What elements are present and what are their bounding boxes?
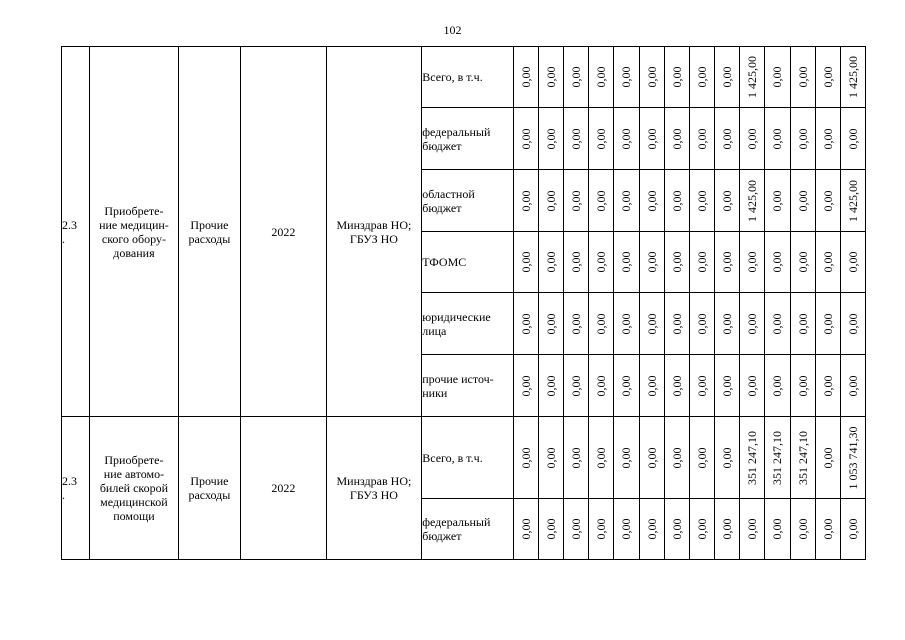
- item-name: Приобрете- ние медицин- ского обору- дования: [90, 47, 179, 417]
- value-text: 1 425,00: [745, 56, 760, 98]
- value-text: 0,00: [694, 251, 709, 273]
- value-text: 0,00: [619, 447, 634, 468]
- value-cell: [614, 232, 639, 293]
- value-cell: [840, 108, 865, 170]
- value-text: 0,00: [770, 66, 785, 88]
- value-cell: [513, 499, 538, 560]
- value-text: 0,00: [820, 66, 835, 88]
- value-cell: [765, 170, 790, 232]
- value-cell: [664, 293, 689, 355]
- value-cell: [790, 499, 815, 560]
- value-cell: [589, 108, 614, 170]
- value-text: 0,00: [569, 66, 584, 88]
- value-cell: [538, 499, 563, 560]
- value-cell: [664, 499, 689, 560]
- value-cell: [740, 47, 765, 108]
- value-cell: [689, 47, 714, 108]
- value-cell: [538, 293, 563, 355]
- value-cell: [564, 293, 589, 355]
- value-cell: [614, 170, 639, 232]
- value-cell: [740, 232, 765, 293]
- value-cell: [589, 47, 614, 108]
- funding-source: Всего, в т.ч.: [422, 47, 514, 108]
- value-cell: [664, 108, 689, 170]
- value-text: 0,00: [594, 518, 609, 540]
- value-text: 0,00: [795, 66, 810, 88]
- value-text: 0,00: [845, 518, 860, 540]
- value-cell: [564, 47, 589, 108]
- value-text: 0,00: [694, 447, 709, 468]
- value-cell: [765, 499, 790, 560]
- value-text: 0,00: [694, 313, 709, 334]
- value-cell: [790, 293, 815, 355]
- value-text: 0,00: [795, 128, 810, 149]
- value-cell: [513, 417, 538, 499]
- table-row: [62, 47, 866, 108]
- value-text: 0,00: [569, 190, 584, 211]
- value-text: 0,00: [720, 313, 735, 334]
- value-text: 0,00: [569, 518, 584, 540]
- item-year: 2022: [241, 47, 327, 417]
- value-text: 0,00: [795, 251, 810, 273]
- value-text: 0,00: [594, 375, 609, 396]
- value-text: 0,00: [518, 66, 533, 88]
- value-text: 0,00: [594, 447, 609, 468]
- value-cell: [564, 355, 589, 417]
- value-text: 0,00: [694, 518, 709, 540]
- value-cell: [715, 499, 740, 560]
- value-text: 0,00: [820, 190, 835, 211]
- value-text: 0,00: [770, 190, 785, 211]
- value-text: 0,00: [544, 66, 559, 88]
- funding-source: областной бюджет: [422, 170, 514, 232]
- value-text: 0,00: [770, 313, 785, 334]
- value-cell: [639, 232, 664, 293]
- value-cell: [840, 47, 865, 108]
- value-text: 0,00: [720, 128, 735, 149]
- value-cell: [614, 47, 639, 108]
- value-cell: [689, 499, 714, 560]
- value-text: 0,00: [669, 190, 684, 211]
- value-cell: [639, 355, 664, 417]
- expense-type: Прочие расходы: [178, 47, 240, 417]
- value-text: 0,00: [720, 251, 735, 273]
- value-text: 0,00: [745, 128, 760, 149]
- value-cell: [564, 417, 589, 499]
- item-number: 2.3 .: [62, 47, 90, 417]
- value-text: 0,00: [669, 518, 684, 540]
- value-text: 0,00: [720, 375, 735, 396]
- value-text: 0,00: [619, 518, 634, 540]
- value-text: 0,00: [720, 66, 735, 88]
- value-cell: [815, 417, 840, 499]
- value-text: 0,00: [720, 518, 735, 540]
- value-cell: [840, 355, 865, 417]
- value-cell: [815, 47, 840, 108]
- value-cell: [815, 232, 840, 293]
- value-cell: [740, 293, 765, 355]
- value-text: 0,00: [644, 128, 659, 149]
- value-cell: [589, 170, 614, 232]
- item-name: Приобрете- ние автомо- билей скорой медицинской помощи: [90, 417, 179, 560]
- value-cell: [614, 355, 639, 417]
- value-cell: [765, 293, 790, 355]
- value-cell: [815, 355, 840, 417]
- value-text: 0,00: [795, 313, 810, 334]
- value-text: 351 247,10: [745, 430, 760, 485]
- value-cell: [689, 293, 714, 355]
- value-text: 0,00: [669, 251, 684, 273]
- value-cell: [765, 232, 790, 293]
- value-text: 0,00: [569, 375, 584, 396]
- value-cell: [689, 417, 714, 499]
- value-cell: [815, 108, 840, 170]
- value-cell: [589, 417, 614, 499]
- item-executor: Минздрав НО; ГБУЗ НО: [326, 417, 422, 560]
- value-cell: [689, 108, 714, 170]
- value-cell: [538, 232, 563, 293]
- value-cell: [689, 355, 714, 417]
- value-cell: [589, 232, 614, 293]
- value-text: 0,00: [518, 313, 533, 334]
- value-cell: [790, 232, 815, 293]
- value-text: 0,00: [518, 251, 533, 273]
- value-text: 1 425,00: [845, 56, 860, 98]
- value-cell: [513, 108, 538, 170]
- value-cell: [639, 108, 664, 170]
- value-text: 0,00: [594, 66, 609, 88]
- value-text: 0,00: [619, 190, 634, 211]
- value-cell: [538, 355, 563, 417]
- value-text: 351 247,10: [770, 430, 785, 485]
- value-text: 0,00: [669, 66, 684, 88]
- value-text: 0,00: [518, 375, 533, 396]
- value-text: 0,00: [745, 518, 760, 540]
- value-text: 0,00: [544, 190, 559, 211]
- value-text: 0,00: [669, 313, 684, 334]
- value-text: 0,00: [795, 190, 810, 211]
- funding-source: Всего, в т.ч.: [422, 417, 514, 499]
- value-cell: [564, 108, 589, 170]
- value-cell: [639, 170, 664, 232]
- value-cell: [790, 355, 815, 417]
- value-text: 0,00: [669, 375, 684, 396]
- value-text: 0,00: [644, 313, 659, 334]
- value-text: 0,00: [644, 447, 659, 468]
- value-cell: [765, 417, 790, 499]
- value-text: 0,00: [745, 313, 760, 334]
- value-text: 0,00: [820, 518, 835, 540]
- value-text: 0,00: [795, 518, 810, 540]
- value-cell: [564, 499, 589, 560]
- value-cell: [790, 108, 815, 170]
- value-text: 1 425,00: [745, 179, 760, 222]
- value-cell: [538, 47, 563, 108]
- value-cell: [614, 417, 639, 499]
- budget-table: [61, 46, 866, 560]
- value-text: 0,00: [745, 375, 760, 396]
- value-text: 0,00: [820, 375, 835, 396]
- value-cell: [815, 499, 840, 560]
- value-cell: [664, 170, 689, 232]
- value-text: 0,00: [518, 128, 533, 149]
- value-cell: [740, 417, 765, 499]
- value-cell: [538, 108, 563, 170]
- table-row: [62, 417, 866, 499]
- value-text: 0,00: [770, 128, 785, 149]
- value-cell: [840, 232, 865, 293]
- value-cell: [840, 417, 865, 499]
- value-text: 0,00: [569, 128, 584, 149]
- value-text: 0,00: [770, 251, 785, 273]
- value-text: 0,00: [669, 128, 684, 149]
- value-cell: [715, 355, 740, 417]
- value-text: 0,00: [619, 128, 634, 149]
- value-cell: [564, 232, 589, 293]
- value-cell: [664, 47, 689, 108]
- value-text: 0,00: [845, 251, 860, 273]
- value-cell: [765, 47, 790, 108]
- value-text: 0,00: [619, 313, 634, 334]
- value-text: 0,00: [594, 251, 609, 273]
- value-cell: [715, 293, 740, 355]
- value-text: 0,00: [745, 251, 760, 273]
- value-text: 0,00: [720, 447, 735, 468]
- value-cell: [689, 170, 714, 232]
- value-text: 0,00: [569, 447, 584, 468]
- value-text: 0,00: [845, 313, 860, 334]
- value-text: 0,00: [669, 447, 684, 468]
- value-cell: [513, 47, 538, 108]
- value-cell: [765, 108, 790, 170]
- value-cell: [513, 170, 538, 232]
- value-cell: [614, 108, 639, 170]
- value-cell: [740, 108, 765, 170]
- value-text: 0,00: [619, 66, 634, 88]
- value-text: 0,00: [845, 128, 860, 149]
- value-cell: [664, 232, 689, 293]
- value-text: 0,00: [518, 190, 533, 211]
- value-text: 0,00: [644, 375, 659, 396]
- value-text: 0,00: [694, 66, 709, 88]
- value-cell: [715, 47, 740, 108]
- value-cell: [664, 417, 689, 499]
- value-text: 0,00: [694, 375, 709, 396]
- value-cell: [564, 170, 589, 232]
- expense-type: Прочие расходы: [178, 417, 240, 560]
- value-text: 0,00: [594, 313, 609, 334]
- value-text: 351 247,10: [795, 430, 810, 485]
- value-text: 0,00: [594, 128, 609, 149]
- value-cell: [614, 293, 639, 355]
- value-text: 0,00: [795, 375, 810, 396]
- value-cell: [740, 170, 765, 232]
- value-cell: [840, 170, 865, 232]
- value-cell: [664, 355, 689, 417]
- value-text: 0,00: [845, 375, 860, 396]
- value-text: 0,00: [619, 251, 634, 273]
- value-cell: [815, 170, 840, 232]
- value-text: 0,00: [544, 375, 559, 396]
- value-text: 0,00: [518, 447, 533, 468]
- value-text: 0,00: [544, 128, 559, 149]
- value-text: 0,00: [594, 190, 609, 211]
- value-text: 0,00: [544, 313, 559, 334]
- value-cell: [790, 47, 815, 108]
- funding-source: федеральный бюджет: [422, 499, 514, 560]
- item-year: 2022: [241, 417, 327, 560]
- value-cell: [765, 355, 790, 417]
- value-cell: [715, 108, 740, 170]
- item-executor: Минздрав НО; ГБУЗ НО: [326, 47, 422, 417]
- value-text: 0,00: [644, 66, 659, 88]
- value-cell: [790, 170, 815, 232]
- item-number: 2.3 .: [62, 417, 90, 560]
- value-cell: [589, 499, 614, 560]
- value-text: 0,00: [820, 128, 835, 149]
- value-text: 0,00: [544, 518, 559, 540]
- value-cell: [689, 232, 714, 293]
- value-cell: [740, 499, 765, 560]
- value-text: 0,00: [694, 190, 709, 211]
- funding-source: ТФОМС: [422, 232, 514, 293]
- value-cell: [840, 499, 865, 560]
- value-text: 0,00: [569, 313, 584, 334]
- value-text: 0,00: [820, 447, 835, 468]
- value-text: 0,00: [644, 251, 659, 273]
- value-cell: [715, 232, 740, 293]
- value-text: 0,00: [644, 518, 659, 540]
- funding-source: прочие источ- ники: [422, 355, 514, 417]
- value-text: 1 053 741,30: [845, 426, 860, 489]
- value-text: 1 425,00: [845, 179, 860, 222]
- value-text: 0,00: [518, 518, 533, 540]
- value-cell: [589, 355, 614, 417]
- value-cell: [538, 170, 563, 232]
- value-text: 0,00: [770, 375, 785, 396]
- value-cell: [513, 355, 538, 417]
- value-text: 0,00: [569, 251, 584, 273]
- value-cell: [715, 417, 740, 499]
- value-text: 0,00: [820, 313, 835, 334]
- value-cell: [589, 293, 614, 355]
- value-cell: [815, 293, 840, 355]
- value-cell: [790, 417, 815, 499]
- value-cell: [639, 499, 664, 560]
- value-cell: [639, 417, 664, 499]
- value-text: 0,00: [644, 190, 659, 211]
- value-text: 0,00: [770, 518, 785, 540]
- value-cell: [740, 355, 765, 417]
- value-cell: [614, 499, 639, 560]
- value-text: 0,00: [720, 190, 735, 211]
- page-number: 102: [443, 23, 462, 37]
- funding-source: юридические лица: [422, 293, 514, 355]
- value-text: 0,00: [820, 251, 835, 273]
- value-cell: [639, 293, 664, 355]
- value-cell: [715, 170, 740, 232]
- value-cell: [538, 417, 563, 499]
- value-text: 0,00: [694, 128, 709, 149]
- value-cell: [513, 293, 538, 355]
- value-text: 0,00: [619, 375, 634, 396]
- value-text: 0,00: [544, 447, 559, 468]
- value-cell: [840, 293, 865, 355]
- value-cell: [639, 47, 664, 108]
- value-cell: [513, 232, 538, 293]
- funding-source: федеральный бюджет: [422, 108, 514, 170]
- value-text: 0,00: [544, 251, 559, 273]
